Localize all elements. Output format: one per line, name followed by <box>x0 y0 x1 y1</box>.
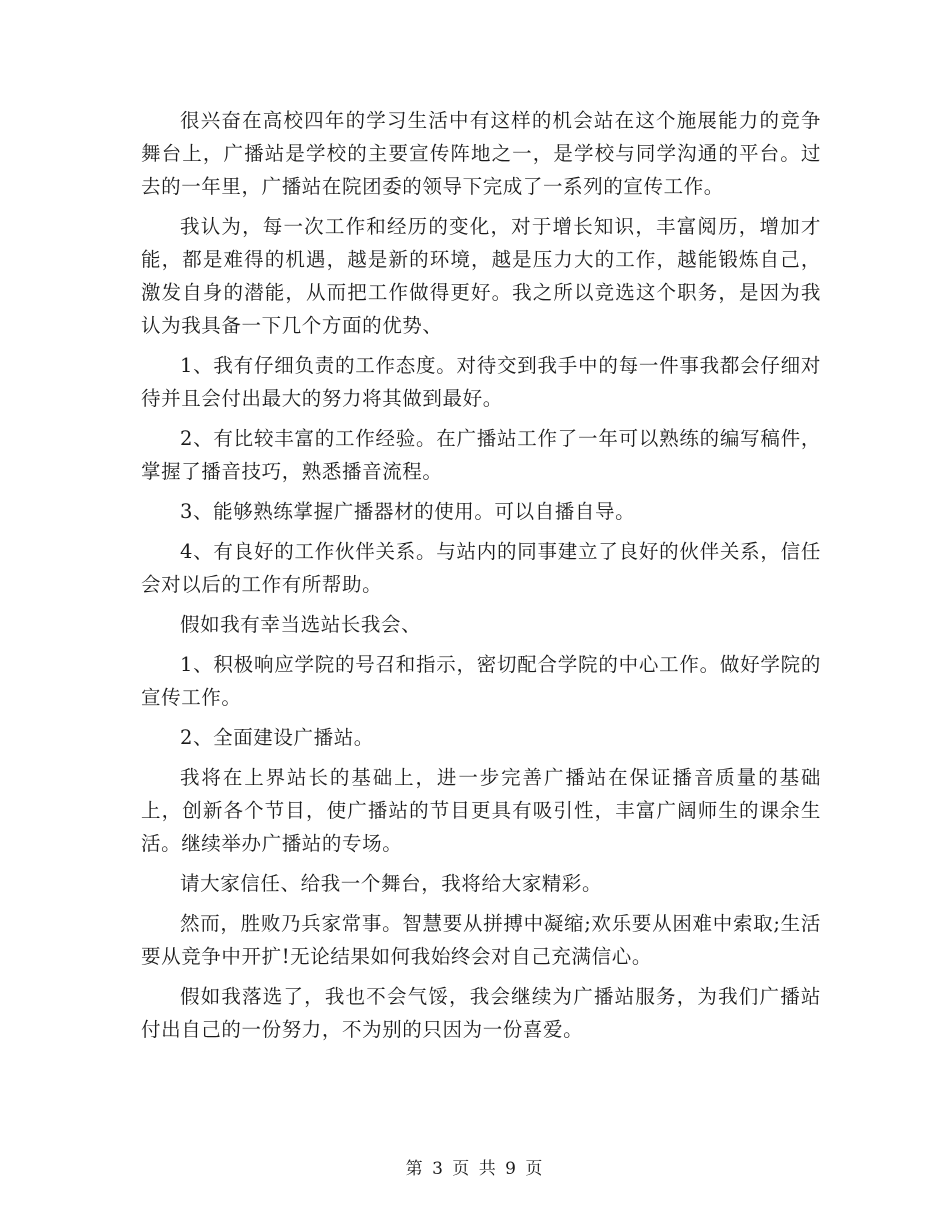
paragraph: 然而，胜败乃兵家常事。智慧要从拼搏中凝缩;欢乐要从困难中索取;生活要从竞争中开扩!无论结果如何我始终会对自己充满信心。 <box>141 912 821 968</box>
paragraph: 很兴奋在高校四年的学习生活中有这样的机会站在这个施展能力的竞争舞台上，广播站是学校的主要宣传阵地之一，是学校与同学沟通的平台。过去的一年里，广播站在院团委的领导下完成了一系列的宣传工作。 <box>141 109 821 198</box>
paragraph: 2、全面建设广播站。 <box>180 726 374 749</box>
paragraph: 我将在上界站长的基础上，进一步完善广播站在保证播音质量的基础上，创新各个节目，使广播站的节目更具有吸引性，丰富广阔师生的课余生活。继续举办广播站的专场。 <box>141 766 821 855</box>
paragraph: 假如我落选了，我也不会气馁，我会继续为广播站服务，为我们广播站付出自己的一份努力，不为别的只因为一份喜爱。 <box>141 985 821 1041</box>
document-body <box>141 104 821 1053</box>
page-number-footer: 第 3 页 共 9 页 <box>405 1159 545 1179</box>
paragraph: 请大家信任、给我一个舞台，我将给大家精彩。 <box>180 872 603 895</box>
paragraph: 我认为，每一次工作和经历的变化，对于增长知识，丰富阅历，增加才能，都是难得的机遇，越是新的环境，越是压力大的工作，越能锻炼自己，激发自身的潜能，从而把工作做得更好。我之所以竞选这个职务，是因为我认为我具备一下几个方面的优势、 <box>141 215 821 337</box>
paragraph: 2、有比较丰富的工作经验。在广播站工作了一年可以熟练的编写稿件，掌握了播音技巧，熟悉播音流程。 <box>141 427 821 483</box>
paragraph: 4、有良好的工作伙伴关系。与站内的同事建立了良好的伙伴关系，信任会对以后的工作有所帮助。 <box>141 540 821 596</box>
paragraph: 1、积极响应学院的号召和指示，密切配合学院的中心工作。做好学院的宣传工作。 <box>141 653 821 709</box>
paragraph: 1、我有仔细负责的工作态度。对待交到我手中的每一件事我都会仔细对待并且会付出最大的努力将其做到最好。 <box>141 354 821 410</box>
paragraph: 假如我有幸当选站长我会、 <box>180 613 422 636</box>
paragraph: 3、能够熟练掌握广播器材的使用。可以自播自导。 <box>180 500 636 523</box>
